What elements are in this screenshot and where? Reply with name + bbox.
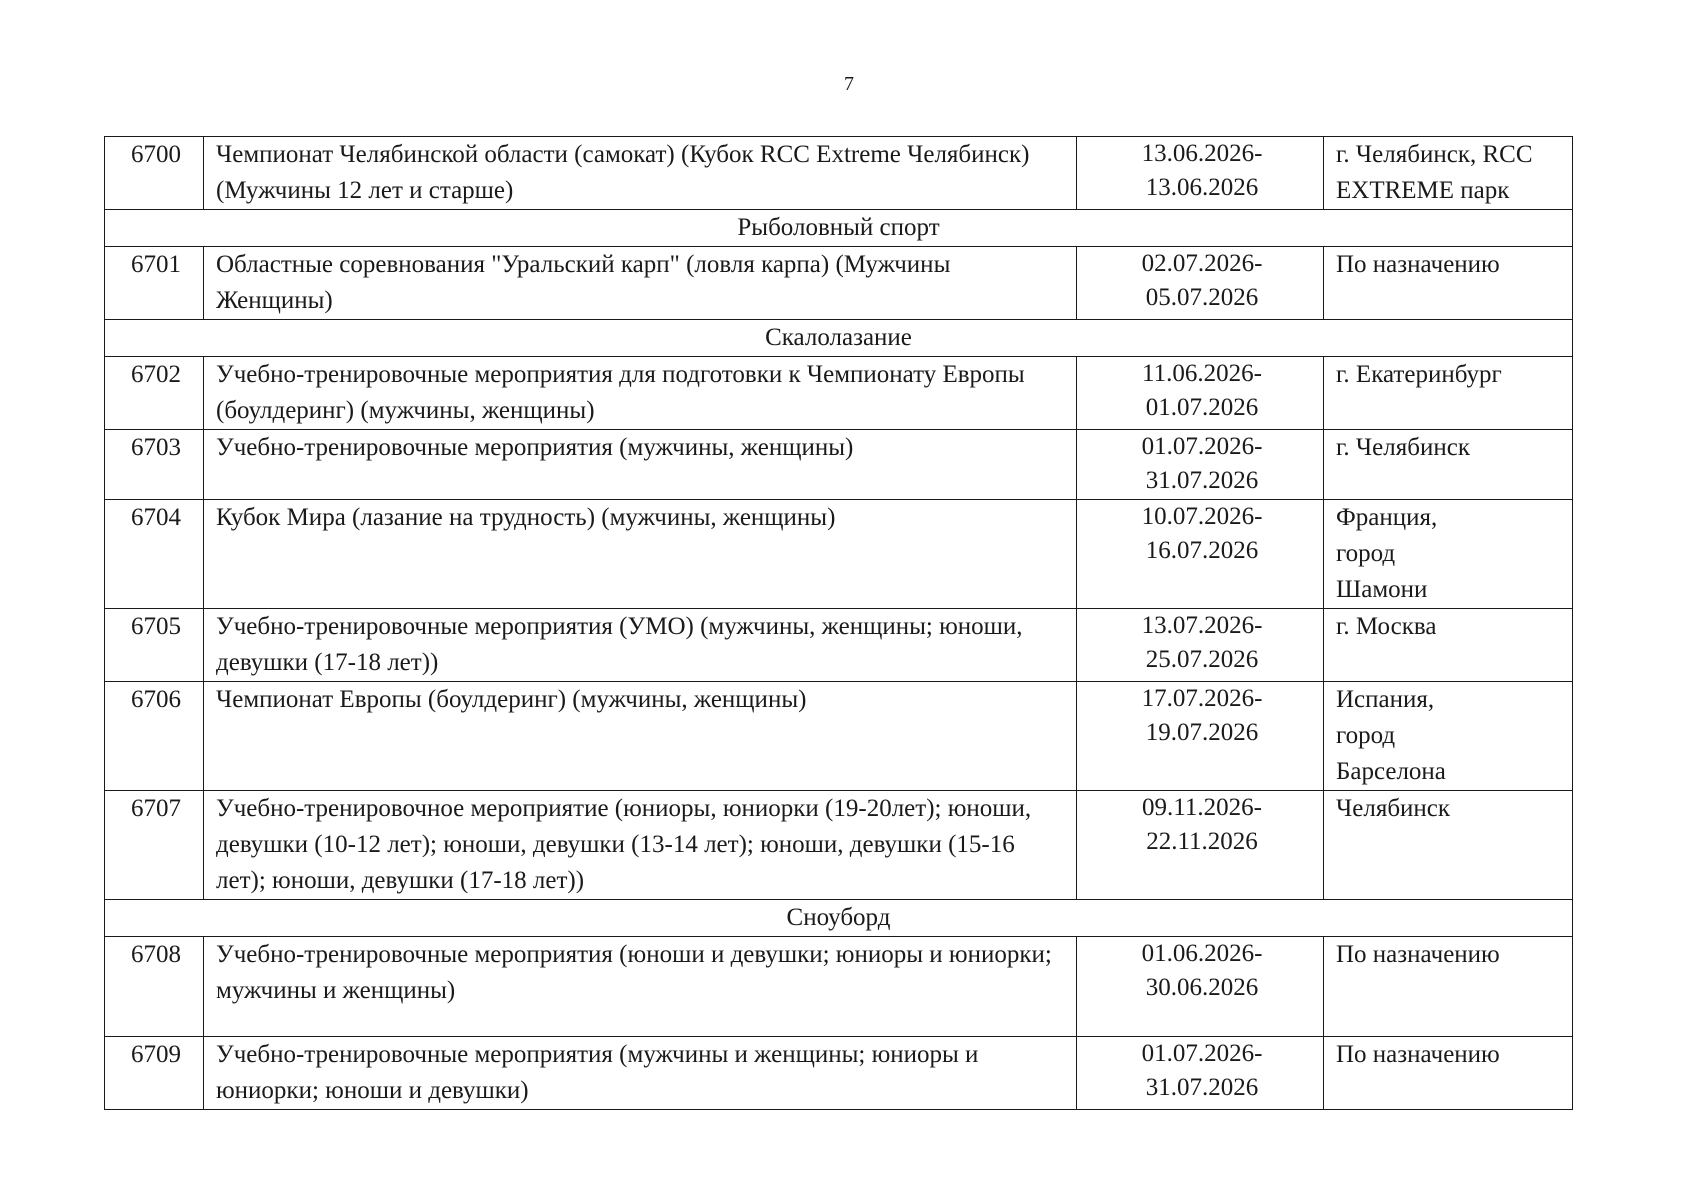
section-title: Скалолазание <box>105 320 1573 357</box>
table-row <box>105 137 1573 210</box>
section-row <box>105 210 1573 247</box>
event-place <box>1324 609 1573 682</box>
event-dates <box>1077 1037 1324 1110</box>
event-place <box>1324 247 1573 320</box>
place-line: EXTREME парк <box>1336 177 1510 204</box>
event-dates <box>1077 430 1324 500</box>
event-place <box>1324 682 1573 791</box>
section-row <box>105 320 1573 357</box>
event-number: 6703 <box>105 430 204 500</box>
place-line: По назначению <box>1336 1041 1500 1068</box>
event-place <box>1324 430 1573 500</box>
table-row <box>105 430 1573 500</box>
event-name: Чемпионат Челябинской области (самокат) (Кубок RCC Extreme Челябинск) (Мужчины 12 лет и старше) <box>204 137 1077 210</box>
date-end: 19.07.2026 <box>1145 719 1259 746</box>
event-place <box>1324 1037 1573 1110</box>
place-line: город <box>1336 722 1396 749</box>
date-start: 01.06.2026- <box>1141 940 1263 967</box>
event-number: 6707 <box>105 791 204 900</box>
table-row <box>105 500 1573 609</box>
date-start: 17.07.2026- <box>1141 685 1263 712</box>
place-line: г. Екатеринбург <box>1336 361 1502 388</box>
date-start: 02.07.2026- <box>1141 250 1263 277</box>
event-place <box>1324 791 1573 900</box>
date-end: 30.06.2026 <box>1145 974 1259 1001</box>
event-number: 6709 <box>105 1037 204 1110</box>
table-row <box>105 791 1573 900</box>
date-end: 13.06.2026 <box>1145 174 1259 201</box>
place-line: Барселона <box>1336 758 1446 785</box>
place-line: Челябинск <box>1336 795 1451 822</box>
event-place <box>1324 357 1573 430</box>
section-row <box>105 900 1573 937</box>
event-dates <box>1077 937 1324 1037</box>
table-row <box>105 1037 1573 1110</box>
place-line: г. Челябинск, RCC <box>1336 141 1533 168</box>
event-dates <box>1077 357 1324 430</box>
event-dates <box>1077 247 1324 320</box>
date-end: 05.07.2026 <box>1145 284 1259 311</box>
event-place <box>1324 937 1573 1037</box>
event-name: Учебно-тренировочные мероприятия (мужчины и женщины; юниоры и юниорки; юноши и девушки) <box>204 1037 1077 1110</box>
place-line: Шамони <box>1336 576 1428 603</box>
event-dates <box>1077 500 1324 609</box>
event-dates <box>1077 609 1324 682</box>
date-end: 31.07.2026 <box>1145 1074 1259 1101</box>
place-line: г. Челябинск <box>1336 434 1470 461</box>
event-number: 6708 <box>105 937 204 1037</box>
event-name: Учебно-тренировочные мероприятия (юноши и девушки; юниоры и юниорки; мужчины и женщины) <box>204 937 1077 1037</box>
event-number: 6700 <box>105 137 204 210</box>
date-end: 22.11.2026 <box>1146 828 1258 855</box>
date-end: 25.07.2026 <box>1145 646 1259 673</box>
event-number: 6702 <box>105 357 204 430</box>
date-end: 31.07.2026 <box>1145 467 1259 494</box>
place-line: Испания, <box>1336 686 1435 713</box>
event-place <box>1324 137 1573 210</box>
date-start: 10.07.2026- <box>1141 503 1263 530</box>
place-line: По назначению <box>1336 941 1500 968</box>
table-row <box>105 609 1573 682</box>
event-number: 6701 <box>105 247 204 320</box>
event-name: Учебно-тренировочные мероприятия (УМО) (мужчины, женщины; юноши, девушки (17-18 лет)) <box>204 609 1077 682</box>
events-table <box>104 136 1573 1110</box>
event-dates <box>1077 137 1324 210</box>
page-number: 7 <box>844 73 854 95</box>
event-name: Учебно-тренировочные мероприятия (мужчины, женщины) <box>204 430 1077 500</box>
table-row <box>105 937 1573 1037</box>
table-row <box>105 357 1573 430</box>
table-row <box>105 247 1573 320</box>
event-name: Учебно-тренировочные мероприятия для подготовки к Чемпионату Европы (боулдеринг) (мужчины, женщины) <box>204 357 1077 430</box>
place-line: г. Москва <box>1336 613 1437 640</box>
place-line: По назначению <box>1336 251 1500 278</box>
date-start: 13.06.2026- <box>1141 140 1263 167</box>
event-name: Учебно-тренировочное мероприятие (юниоры, юниорки (19-20лет); юноши, девушки (10-12 лет); юноши, девушки (13-14 лет); юноши, девушки (15-16 лет); юноши, девушки (17-18 лет)) <box>204 791 1077 900</box>
place-line: город <box>1336 540 1396 567</box>
event-name: Кубок Мира (лазание на трудность) (мужчины, женщины) <box>204 500 1077 609</box>
event-name: Областные соревнования "Уральский карп" (ловля карпа) (Мужчины Женщины) <box>204 247 1077 320</box>
event-name: Чемпионат Европы (боулдеринг) (мужчины, женщины) <box>204 682 1077 791</box>
table-row <box>105 682 1573 791</box>
event-place <box>1324 500 1573 609</box>
event-number: 6706 <box>105 682 204 791</box>
date-start: 09.11.2026- <box>1142 794 1262 821</box>
date-start: 01.07.2026- <box>1141 433 1263 460</box>
section-title: Сноуборд <box>105 900 1573 937</box>
date-start: 13.07.2026- <box>1141 612 1263 639</box>
date-start: 11.06.2026- <box>1142 360 1262 387</box>
event-number: 6704 <box>105 500 204 609</box>
place-line: Франция, <box>1336 504 1438 531</box>
date-end: 01.07.2026 <box>1145 394 1259 421</box>
event-dates <box>1077 682 1324 791</box>
section-title: Рыболовный спорт <box>105 210 1573 247</box>
event-number: 6705 <box>105 609 204 682</box>
event-dates <box>1077 791 1324 900</box>
date-start: 01.07.2026- <box>1141 1040 1263 1067</box>
date-end: 16.07.2026 <box>1145 537 1259 564</box>
